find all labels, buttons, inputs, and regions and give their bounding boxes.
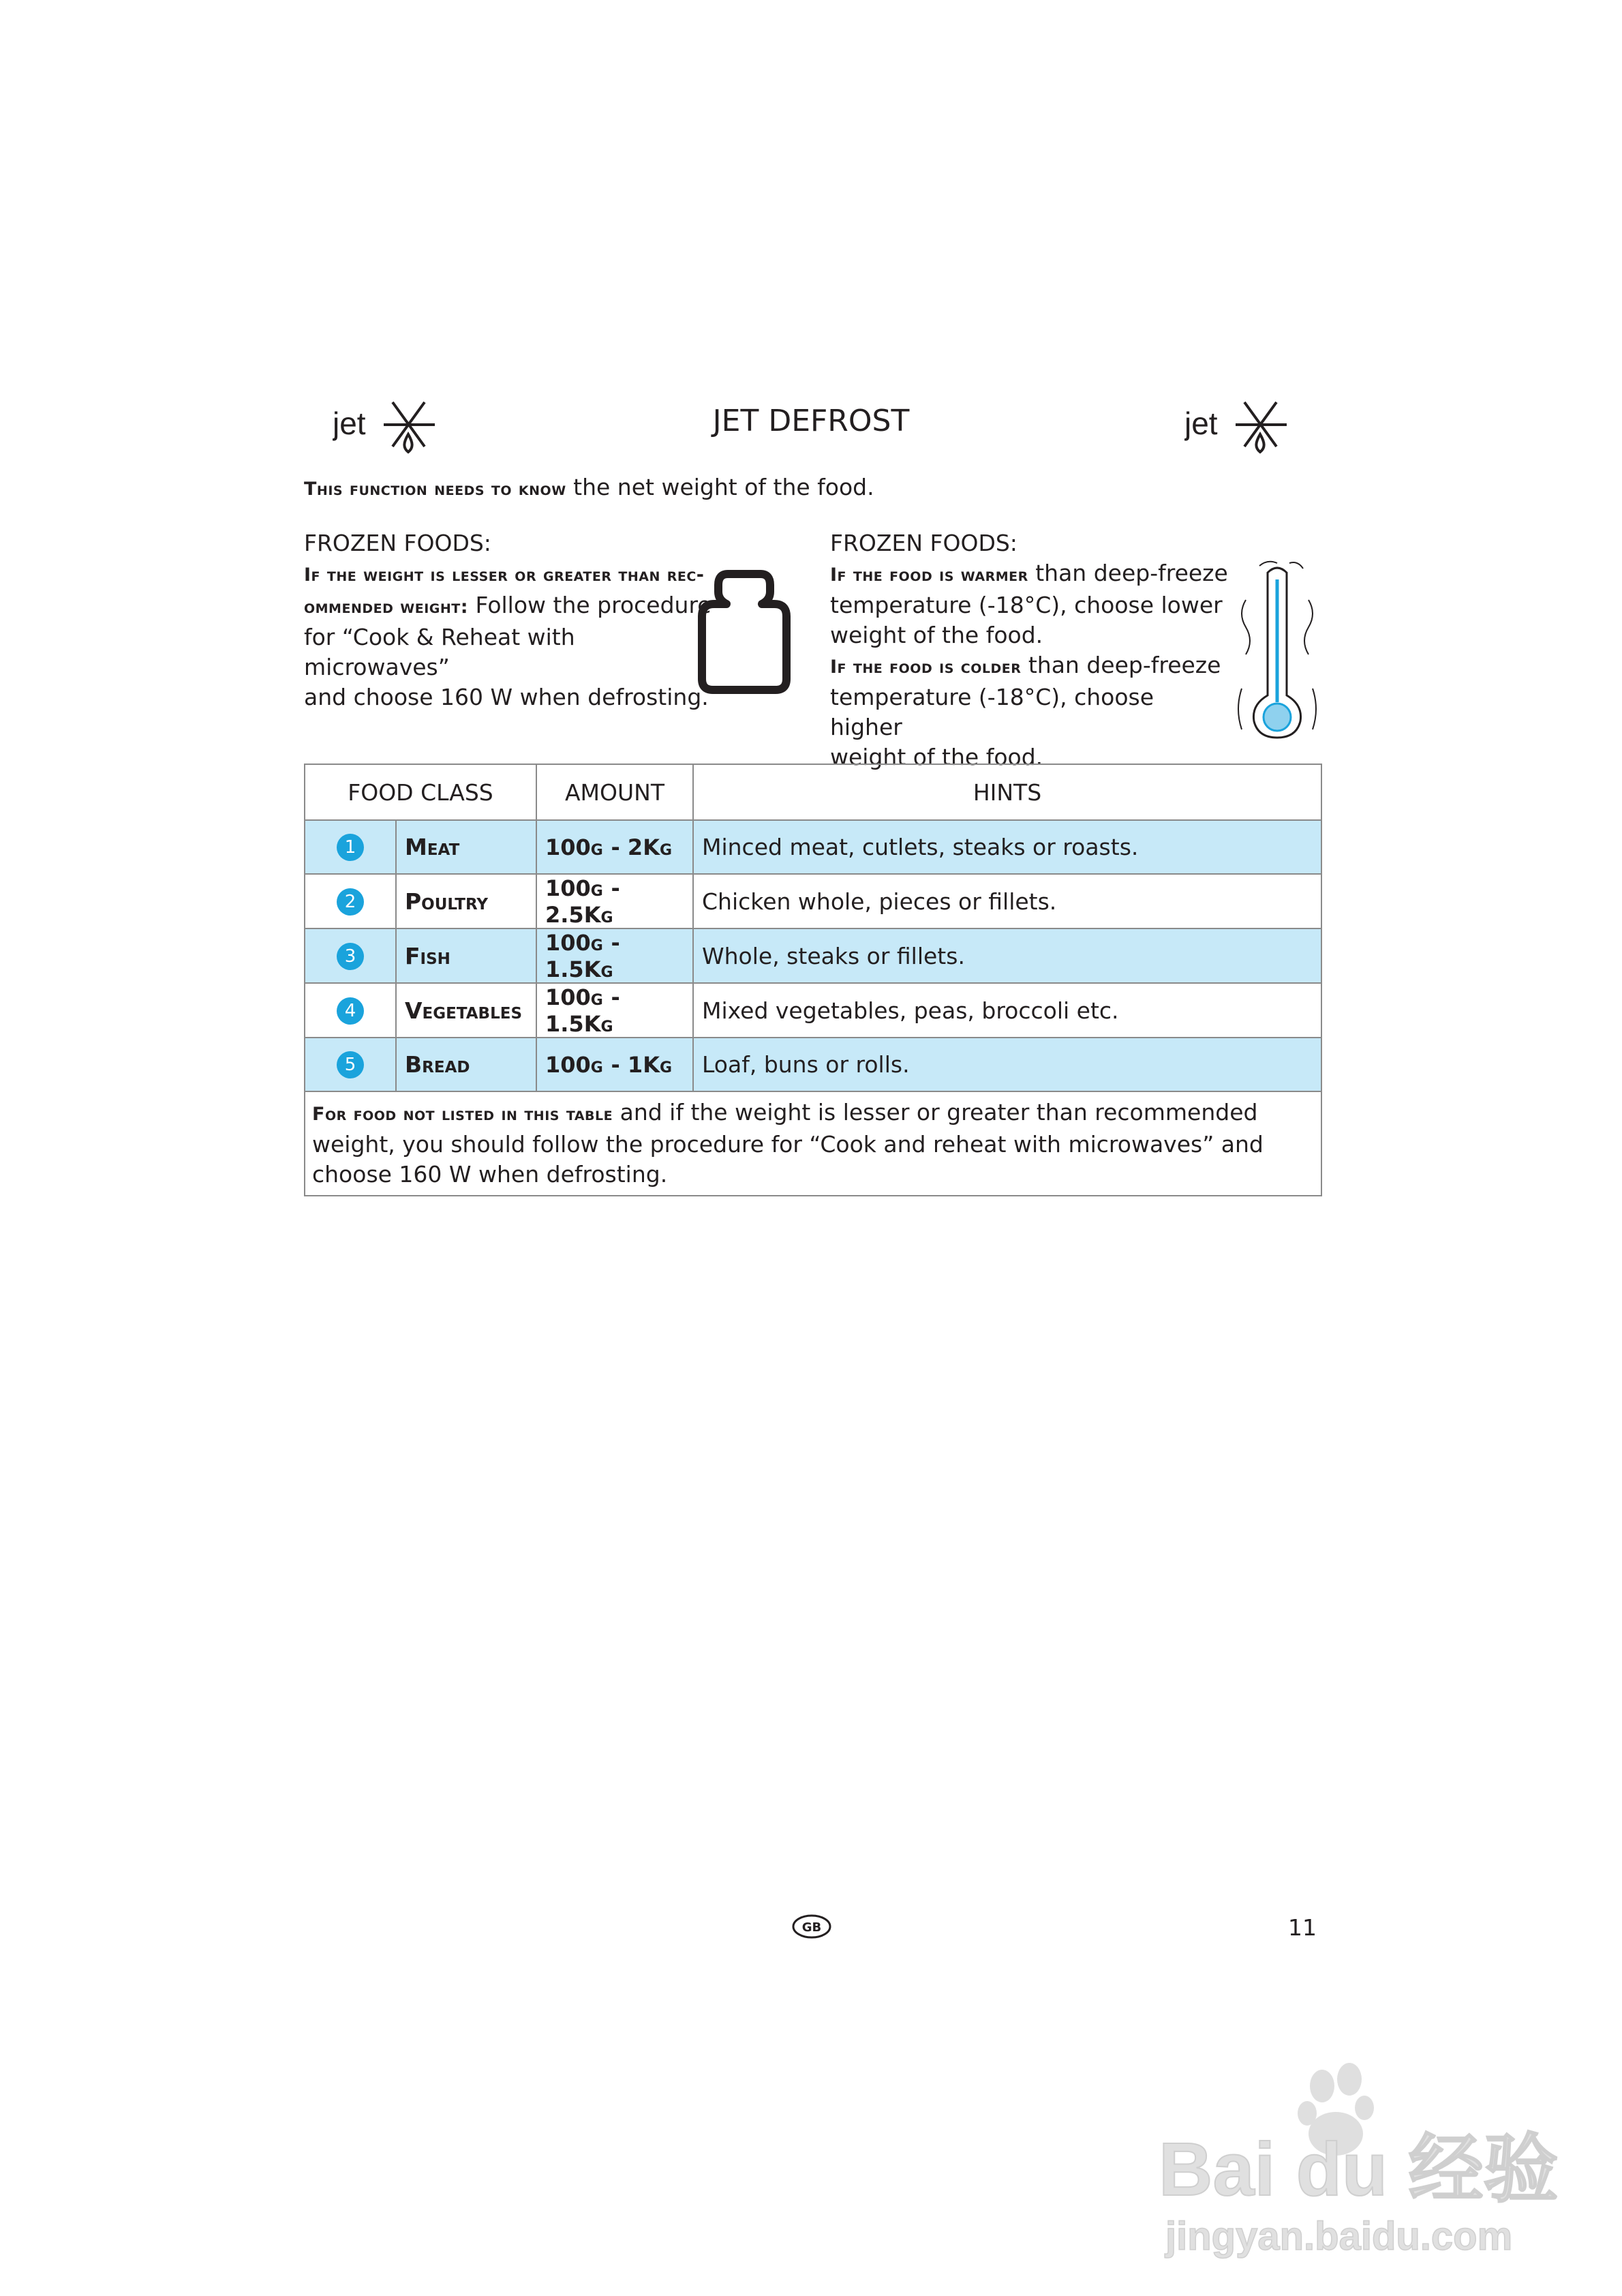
right-line-6: weight of the food. bbox=[830, 744, 1043, 770]
food-class-label: Poultry bbox=[405, 888, 489, 915]
watermark-brand: Bai du 经验 bbox=[1159, 2128, 1559, 2211]
left-line-4: and choose 160 W when defrosting. bbox=[304, 684, 709, 710]
table-header-row bbox=[305, 764, 1321, 820]
row-number-badge: 4 bbox=[337, 997, 364, 1025]
right-line-4: If the food is colder than deep-freeze bbox=[830, 652, 1221, 678]
left-heading: FROZEN FOODS: bbox=[304, 530, 491, 556]
food-class-label: Bread bbox=[405, 1051, 470, 1078]
table-row bbox=[305, 1038, 1321, 1091]
table-row bbox=[305, 874, 1321, 928]
table-row bbox=[305, 983, 1321, 1038]
left-line-2: ommended weight: Follow the procedure bbox=[304, 592, 711, 618]
table-row bbox=[305, 820, 1321, 874]
right-line-2: temperature (-18°C), choose lower bbox=[830, 592, 1223, 618]
table-footer-note: For food not listed in this table and if the weight is lesser or greater than recommended weight, you should follow the procedure for “Cook and reheat with microwaves” and choose 160 W when defrosting. bbox=[305, 1091, 1321, 1196]
page-title: JET DEFROST bbox=[712, 404, 910, 438]
logo-text: jet bbox=[1184, 406, 1218, 441]
logo-text: jet bbox=[333, 406, 366, 441]
country-badge-text: GB bbox=[801, 1920, 822, 1935]
left-line-3: for “Cook & Reheat with microwaves” bbox=[304, 624, 575, 680]
row-number-badge: 3 bbox=[337, 943, 364, 970]
row-number-badge: 2 bbox=[337, 888, 364, 916]
weight-icon bbox=[694, 566, 795, 695]
col-header-hints: HINTS bbox=[693, 764, 1321, 820]
amount-cell: 100g - 1Kg bbox=[536, 1038, 693, 1091]
row-number-badge: 5 bbox=[337, 1051, 364, 1078]
right-line-3: weight of the food. bbox=[830, 622, 1043, 648]
table-footer-row bbox=[305, 1091, 1321, 1196]
food-class-label: Meat bbox=[405, 834, 460, 860]
hint-cell: Mixed vegetables, peas, broccoli etc. bbox=[693, 983, 1321, 1038]
right-heading: FROZEN FOODS: bbox=[830, 530, 1017, 556]
left-line-1: If the weight is lesser or greater than rec- bbox=[304, 564, 705, 586]
table-row bbox=[305, 928, 1321, 983]
amount-cell: 100g - 2Kg bbox=[536, 820, 693, 874]
left-column bbox=[304, 528, 713, 712]
page-number: 11 bbox=[1288, 1914, 1317, 1941]
row-number-badge: 1 bbox=[337, 834, 364, 861]
col-header-amount: AMOUNT bbox=[536, 764, 693, 820]
hint-cell: Chicken whole, pieces or fillets. bbox=[693, 874, 1321, 928]
watermark-url: jingyan.baidu.com bbox=[1165, 2214, 1513, 2259]
thermometer-icon bbox=[1232, 559, 1322, 744]
intro-rest: the net weight of the food. bbox=[566, 474, 874, 500]
right-line-1: If the food is warmer than deep-freeze bbox=[830, 560, 1228, 586]
jet-logo-icon bbox=[1184, 399, 1294, 460]
food-class-table bbox=[304, 764, 1322, 1196]
right-line-5: temperature (-18°C), choose higher bbox=[830, 684, 1154, 740]
right-column bbox=[830, 528, 1232, 772]
baidu-watermark-icon bbox=[1152, 2059, 1561, 2263]
amount-cell: 100g - 2.5Kg bbox=[536, 874, 693, 928]
hint-cell: Loaf, buns or rolls. bbox=[693, 1038, 1321, 1091]
food-class-label: Fish bbox=[405, 942, 450, 969]
intro-text bbox=[304, 474, 874, 500]
amount-cell: 100g - 1.5Kg bbox=[536, 983, 693, 1038]
amount-cell: 100g - 1.5Kg bbox=[536, 928, 693, 983]
hint-cell: Minced meat, cutlets, steaks or roasts. bbox=[693, 820, 1321, 874]
food-class-label: Vegetables bbox=[405, 997, 523, 1024]
country-badge-icon bbox=[792, 1914, 831, 1939]
col-header-food-class: FOOD CLASS bbox=[305, 764, 536, 820]
intro-lead: This function needs to know bbox=[304, 479, 566, 500]
hint-cell: Whole, steaks or fillets. bbox=[693, 928, 1321, 983]
